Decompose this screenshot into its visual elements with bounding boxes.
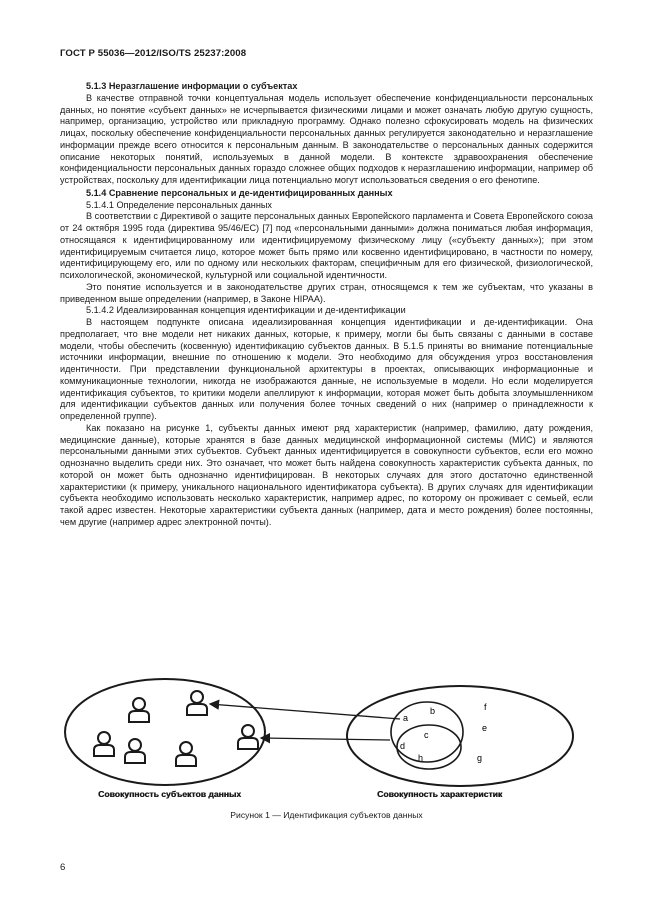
subsection-heading: 5.1.4.2 Идеализированная концепция идентификации и де-идентификации <box>86 305 406 316</box>
subsection-heading: 5.1.4.1 Определение персональных данных <box>86 199 272 210</box>
char-letter-e: e <box>482 723 488 733</box>
figure-diagram <box>60 672 593 822</box>
char-letter-a: a <box>403 713 409 723</box>
person-icon <box>238 725 258 749</box>
paragraph: Как показано на рисунке 1, субъекты данных имеют ряд характеристик (например, фамилию, дату рождения, медицинские данные), которые хранятся в базе данных медицинской информационной системы (МИС) и являются персональными данными этих субъектов. Субъект данных идентифицируется в совокупности субъектов, если его можно однозначно выделить среди них. Это означает, что может быть найдена совокупность характеристик субъекта данных, по которой он может быть однозначно идентифицирован. В некоторых случаях для этого достаточно единственной характеристики (к примеру, уникального национального идентификатора субъекта). В других случаях для идентификации субъекта необходимо использовать несколько характеристик, например адрес, по которому он проживает с семьей, если такой адрес известен. Некоторые характеристики субъекта данных (например, дата и место рождения) более постоянны, чем другие (например адрес электронной почты). <box>60 422 593 527</box>
char-letter-f: f <box>484 702 487 712</box>
paragraph: Это понятие используется и в законодательстве других стран, относящемся к тем же субъектам, что указаны в приведенном выше определении (например, в Законе HIPAA). <box>60 281 593 304</box>
arrow-line <box>261 738 390 740</box>
characteristics-set-ellipse <box>347 686 573 786</box>
document-body <box>60 80 593 529</box>
person-icon <box>129 698 149 722</box>
person-icon <box>94 732 114 756</box>
page-number: 6 <box>60 862 66 873</box>
arrow-line <box>210 704 400 719</box>
figure-caption: Рисунок 1 — Идентификация субъектов данных <box>230 810 423 820</box>
char-letter-h: h <box>418 753 424 763</box>
char-letter-b: b <box>430 706 436 716</box>
characteristics-set-label: Совокупность характеристик <box>377 789 503 799</box>
char-letter-g: g <box>477 753 483 763</box>
person-icon <box>125 739 145 763</box>
figure-identification <box>60 672 593 822</box>
char-letter-c: c <box>424 730 429 740</box>
paragraph: В качестве отправной точки концептуальная модель использует обеспечение конфиденциальности персональных данных, но понятие «субъект данных» не исчерпывается физическими лицами и может означать любую другую сущность, например, организацию, устройство или прикладную программу. Однако полезно сфокусировать модель на физических лицах, поскольку обеспечение конфиденциальности персональных данных регулируется законодательно и неразглашение информации прежде всего относится к персональным данным. В законодательстве о персональных данных содержится описание некоторых понятий, используемых в данной модели. В контексте здравоохранения обеспечение конфиденциальности персональных данных гораздо сложнее общих подходов к неразглашению информации, например об устройствах, поскольку для идентификации лица потенциально могут использоваться сведения о его фенотипе. <box>60 92 593 185</box>
section-heading: 5.1.4 Сравнение персональных и де-идентифицированных данных <box>86 187 393 198</box>
subjects-set-label: Совокупность субъектов данных <box>98 789 241 799</box>
paragraph: В настоящем подпункте описана идеализированная концепция идентификации и де-идентификации. Она предполагает, что вне модели нет никаких данных, которые, к примеру, могли бы быть связаны с данными в составе модели, чтобы обеспечить (косвенную) идентификацию субъектов данных. В 5.1.5 приняты во внимание потенциальные источники информации, внешние по отношению к модели. Это необходимо для обсуждения угроз восстановления идентичности. При представлении функциональной архитектуры в проектах, описывающих информационные и коммуникационные технологии, никогда не изображаются данные, не используемые в модели. Но если моделируется идентификация субъектов, то критики модели апеллируют к информации, которая может быть добыта злоумышленником для идентификации субъектов данных или получения более точных сведений о них (например о принадлежности к определенной группе). <box>60 317 593 421</box>
person-icon <box>176 742 196 766</box>
person-icon <box>187 691 207 715</box>
section-heading: 5.1.3 Неразглашение информации о субъектах <box>86 81 298 91</box>
subjects-set-ellipse <box>65 679 265 785</box>
char-letter-d: d <box>400 741 406 751</box>
document-header: ГОСТ Р 55036—2012/ISO/TS 25237:2008 <box>60 48 247 59</box>
paragraph: В соответствии с Директивой о защите персональных данных Европейского парламента и Совета Европейского союза от 24 октября 1995 года (директива 95/46/EC) [7] под «персональными данными» должна пониматься любая информация, относящаяся к идентифицированному или идентифицируемому физическому лицу («субъекту данных»); при этом идентифицируемым считается лицо, которое может быть прямо или косвенно идентифицировано, в частности по номеру, идентифицирующему его, или по одному или нескольких факторам, специфичным для его физической, физиологической, психологической, экономической, культурной или социальной идентичности. <box>60 211 593 280</box>
